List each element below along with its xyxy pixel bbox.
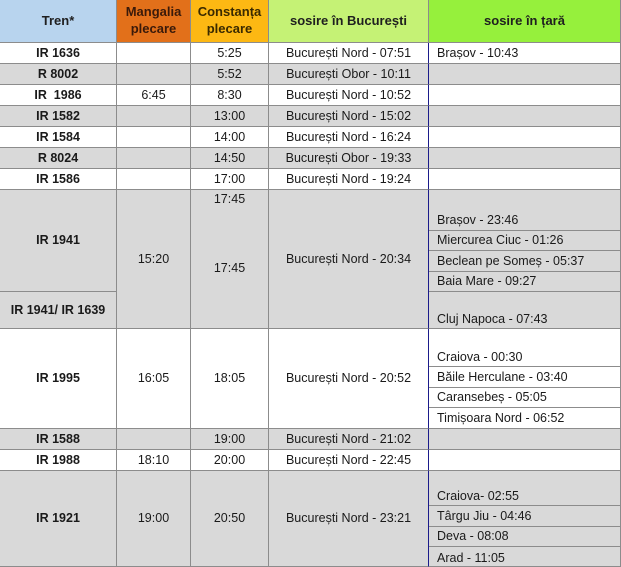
header-mangalia-departure: Mangalia plecare — [117, 0, 191, 43]
mangalia-time: 15:20 — [117, 190, 191, 329]
train-name: IR 1584 — [0, 127, 117, 148]
country-arrival — [429, 106, 621, 127]
constanta-time-block — [191, 190, 269, 329]
country-arrival: Brașov - 10:43 — [429, 43, 621, 64]
bucharest-arrival: București Nord - 10:52 — [269, 85, 429, 106]
constanta-time: 17:45 — [213, 192, 246, 206]
train-name: IR 1588 — [0, 429, 117, 450]
train-name: IR 1988 — [0, 450, 117, 471]
country-arrival — [429, 148, 621, 169]
bucharest-arrival: București Nord - 21:02 — [269, 429, 429, 450]
train-name: IR 1941 — [0, 190, 117, 292]
mangalia-time — [117, 429, 191, 450]
country-arrival: Brașov - 23:46 — [429, 190, 621, 231]
constanta-time: 20:00 — [191, 450, 269, 471]
train-name: IR 1986 — [0, 85, 117, 106]
train-name: IR 1921 — [0, 471, 117, 567]
constanta-time: 5:25 — [191, 43, 269, 64]
bucharest-arrival: București Nord - 19:24 — [269, 169, 429, 190]
header-arrival-bucharest: sosire în București — [269, 0, 429, 43]
country-arrival: Caransebeș - 05:05 — [429, 388, 621, 408]
country-arrival: Cluj Napoca - 07:43 — [429, 292, 621, 329]
constanta-time: 14:50 — [191, 148, 269, 169]
constanta-time: 20:50 — [191, 471, 269, 567]
constanta-time: 14:00 — [191, 127, 269, 148]
train-name: IR 1582 — [0, 106, 117, 127]
mangalia-time: 16:05 — [117, 329, 191, 429]
mangalia-time: 6:45 — [117, 85, 191, 106]
mangalia-time — [117, 127, 191, 148]
country-arrival — [429, 85, 621, 106]
train-name-secondary: IR 1941/ IR 1639 — [0, 292, 117, 329]
mangalia-time — [117, 106, 191, 127]
constanta-time: 19:00 — [191, 429, 269, 450]
mangalia-time: 18:10 — [117, 450, 191, 471]
country-arrival: Târgu Jiu - 04:46 — [429, 506, 621, 527]
bucharest-arrival: București Nord - 15:02 — [269, 106, 429, 127]
constanta-time: 13:00 — [191, 106, 269, 127]
country-arrival: Craiova - 00:30 — [429, 329, 621, 367]
train-name: R 8002 — [0, 64, 117, 85]
bucharest-arrival: București Nord - 23:21 — [269, 471, 429, 567]
country-arrival: Băile Herculane - 03:40 — [429, 367, 621, 388]
header-constanta-departure: Constanța plecare — [191, 0, 269, 43]
constanta-time-secondary: 17:45 — [213, 261, 246, 275]
country-arrival — [429, 169, 621, 190]
country-arrival: Arad - 11:05 — [429, 547, 621, 567]
mangalia-time — [117, 64, 191, 85]
country-arrival — [429, 64, 621, 85]
train-name: R 8024 — [0, 148, 117, 169]
country-arrival: Deva - 08:08 — [429, 527, 621, 547]
bucharest-arrival: București Obor - 19:33 — [269, 148, 429, 169]
constanta-time: 18:05 — [191, 329, 269, 429]
bucharest-arrival: București Nord - 20:52 — [269, 329, 429, 429]
country-arrival: Baia Mare - 09:27 — [429, 272, 621, 292]
train-name: IR 1586 — [0, 169, 117, 190]
header-arrival-country: sosire în țară — [429, 0, 621, 43]
bucharest-arrival: București Nord - 16:24 — [269, 127, 429, 148]
header-train: Tren* — [0, 0, 117, 43]
bucharest-arrival: București Nord - 22:45 — [269, 450, 429, 471]
bucharest-arrival: București Nord - 20:34 — [269, 190, 429, 329]
train-name: IR 1636 — [0, 43, 117, 64]
country-arrival — [429, 429, 621, 450]
train-name: IR 1995 — [0, 329, 117, 429]
country-arrival: Craiova- 02:55 — [429, 471, 621, 506]
bucharest-arrival: București Obor - 10:11 — [269, 64, 429, 85]
mangalia-time — [117, 43, 191, 64]
mangalia-time — [117, 169, 191, 190]
country-arrival — [429, 127, 621, 148]
mangalia-time — [117, 148, 191, 169]
country-arrival: Miercurea Ciuc - 01:26 — [429, 231, 621, 251]
country-arrival — [429, 450, 621, 471]
country-arrival: Beclean pe Someș - 05:37 — [429, 251, 621, 272]
constanta-time: 17:00 — [191, 169, 269, 190]
mangalia-time: 19:00 — [117, 471, 191, 567]
country-arrival: Timișoara Nord - 06:52 — [429, 408, 621, 429]
constanta-time: 8:30 — [191, 85, 269, 106]
constanta-time: 5:52 — [191, 64, 269, 85]
bucharest-arrival: București Nord - 07:51 — [269, 43, 429, 64]
